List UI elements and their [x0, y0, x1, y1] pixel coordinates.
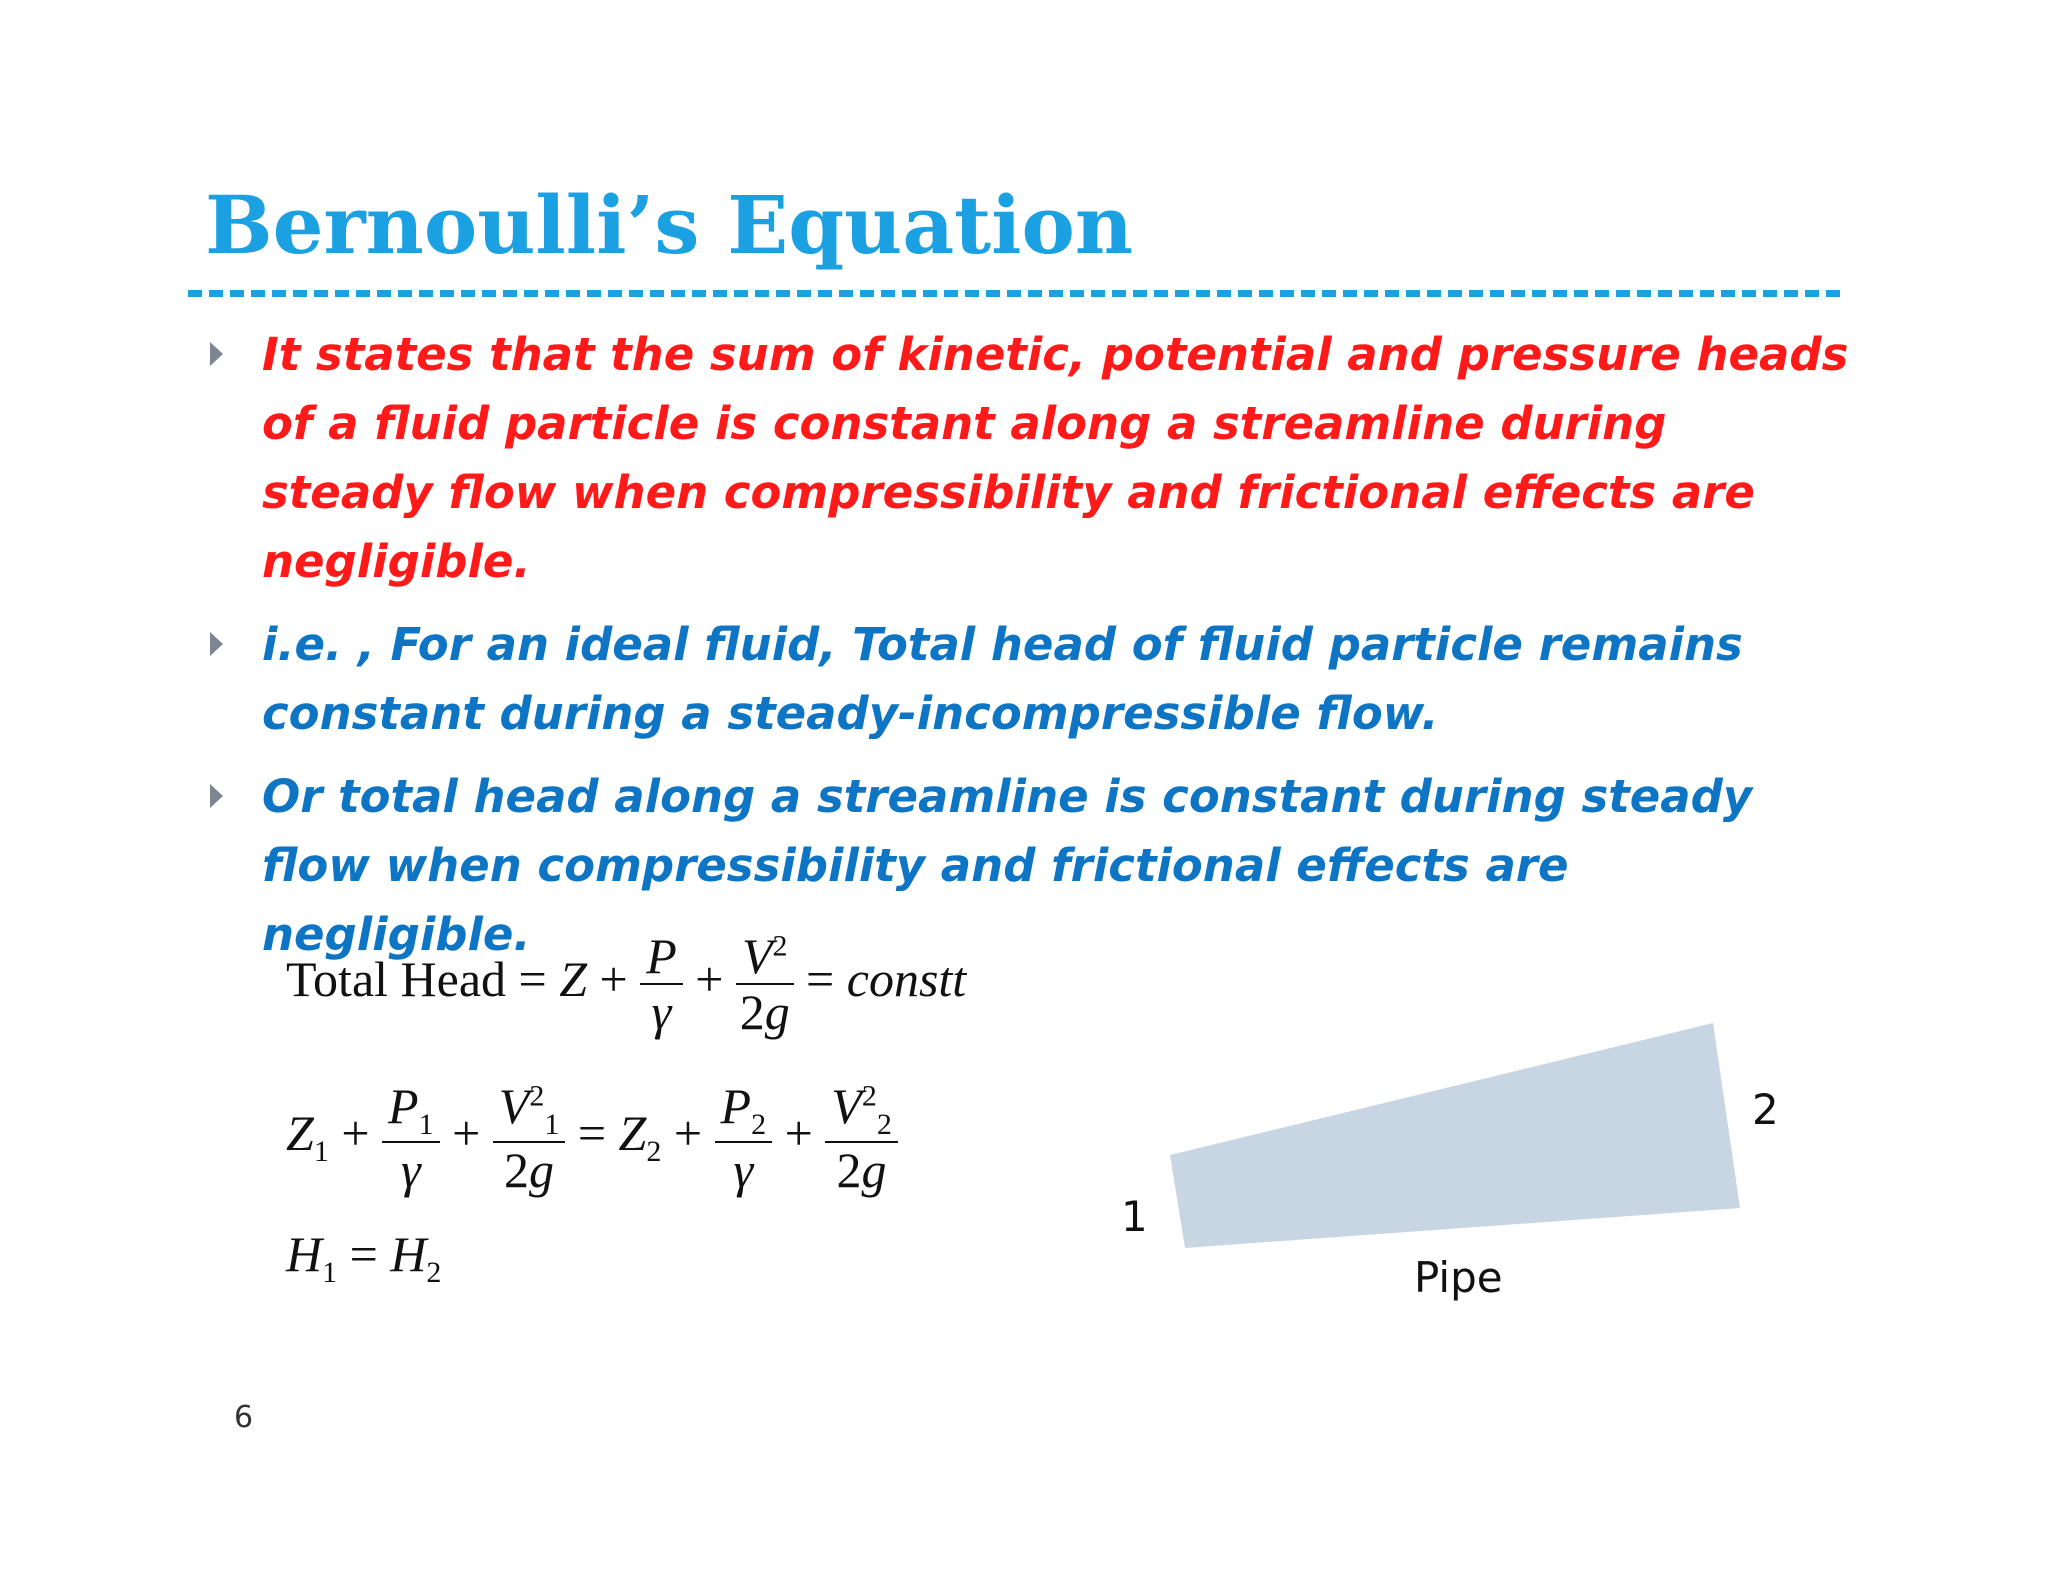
slide-title: Bernoulli’s Equation [205, 178, 1134, 272]
page-number: 6 [234, 1400, 254, 1435]
pipe-label-2: 2 [1752, 1085, 1779, 1134]
head-equality-equation: $H_1 = H_2$ [286, 1226, 442, 1289]
bernoulli-two-points-equation: $Z_1$ + $\frac{P_1}{\gamma}$ + $\frac{V^2_1}{2g}$ = $Z_2$ + $\frac{P_2}{\gamma}$ + $\frac{V^2_2}{2g}$ [286, 1080, 898, 1198]
bullet-text: i.e. , For an ideal fluid, Total head of fluid particle remains constant during a steady-incompressible flow. [262, 618, 1743, 740]
velocity-head-fraction: $\frac{V^2}{2g}$ [736, 930, 794, 1040]
bullet-text: Or total head along a streamline is constant during steady flow when compressibility and frictional effects are negligible. [262, 770, 1753, 961]
total-head-label: Total Head [286, 951, 507, 1008]
pipe-label-1: 1 [1121, 1192, 1148, 1241]
pipe-caption: Pipe [1414, 1253, 1503, 1302]
constant-term: constt [846, 951, 967, 1008]
pressure-head-fraction: $\frac{P}{\gamma}$ [640, 930, 683, 1040]
total-head-equation: Total Head = Z + $\frac{P}{\gamma}$ + $\frac{V^2}{2g}$ = constt [286, 928, 967, 1040]
bullet-text: It states that the sum of kinetic, potential and pressure heads of a fluid particle is constant along a streamline during steady flow when compressibility and frictional effects are negligible. [262, 328, 1849, 588]
pipe-shape [1170, 1023, 1740, 1248]
